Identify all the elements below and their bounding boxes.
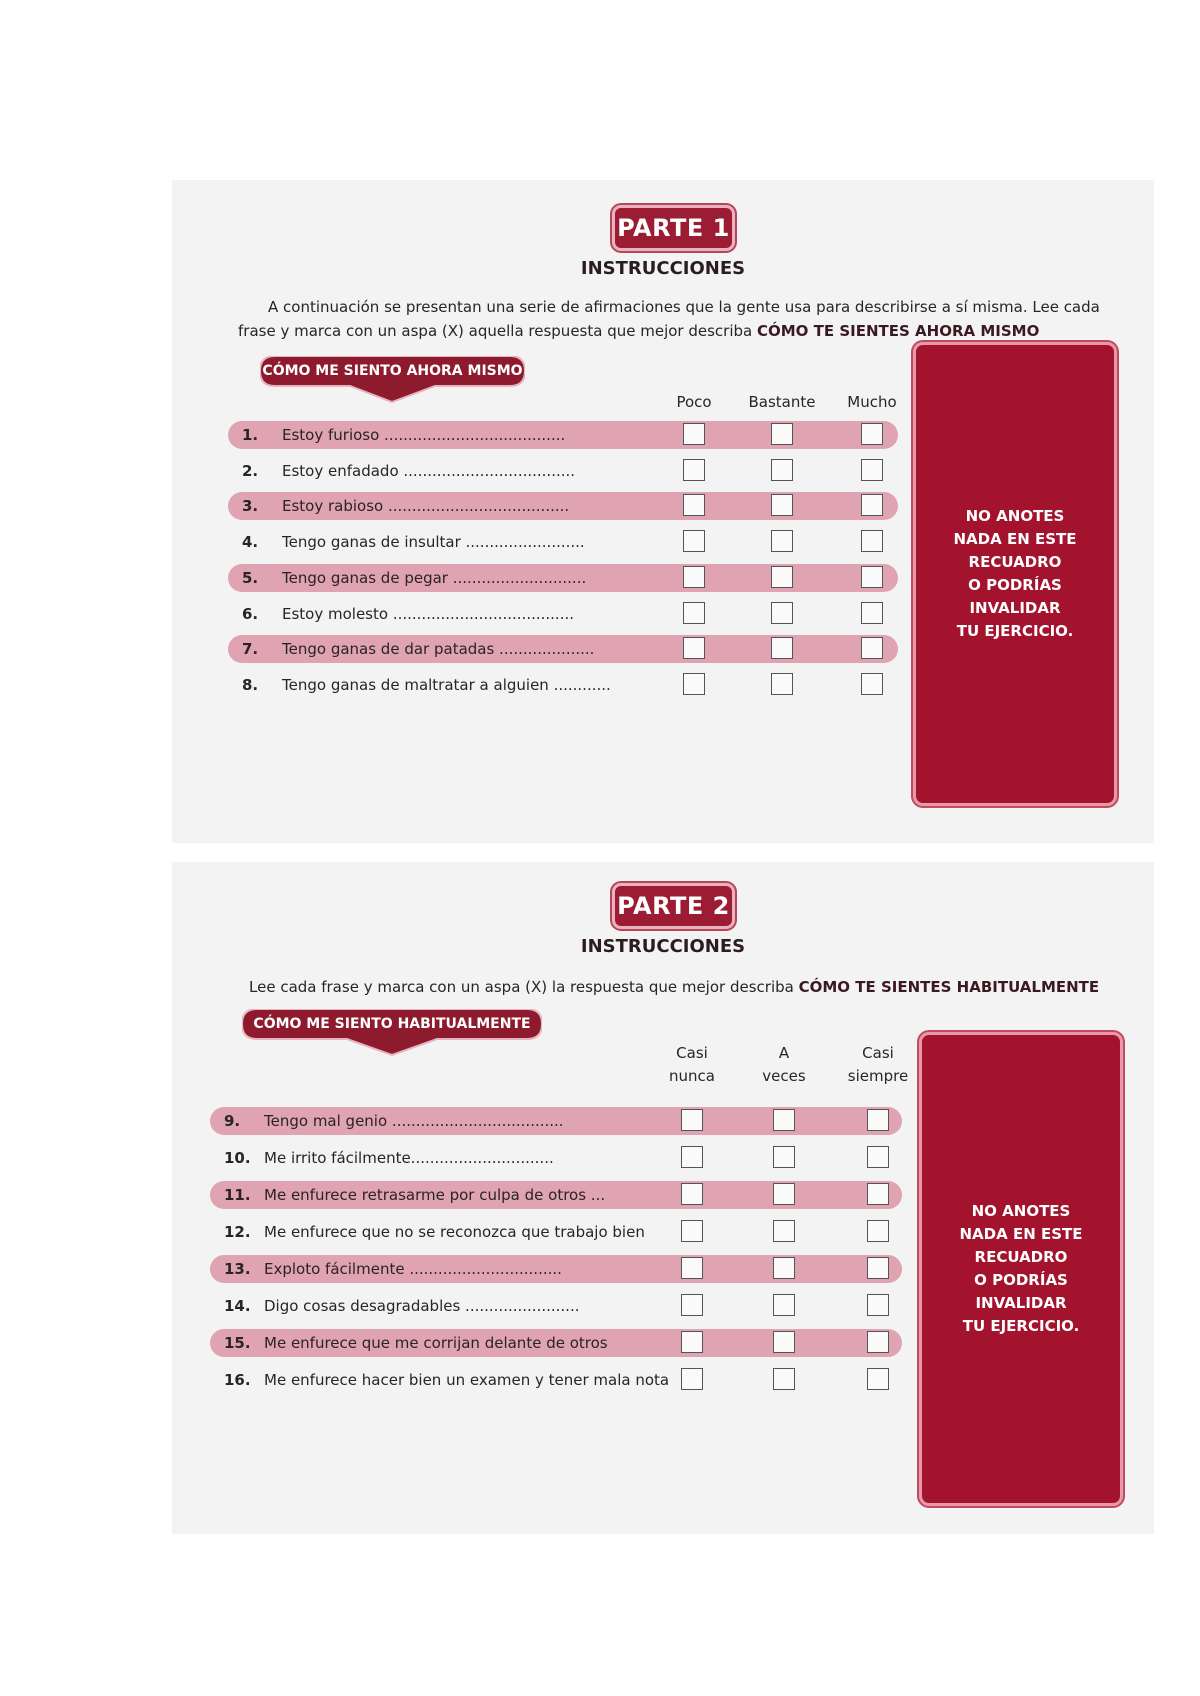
answer-checkbox[interactable] — [867, 1183, 889, 1205]
questionnaire-row — [210, 1255, 902, 1283]
parte-2-ribbon — [242, 1009, 542, 1057]
answer-checkbox[interactable] — [681, 1257, 703, 1279]
parte-1-badge: PARTE 1 — [612, 205, 735, 251]
column-header: Casi nunca — [669, 1044, 715, 1085]
parte-2-badge: PARTE 2 — [612, 883, 735, 929]
answer-checkbox[interactable] — [867, 1220, 889, 1242]
answer-checkbox[interactable] — [683, 423, 705, 445]
answer-checkbox[interactable] — [683, 494, 705, 516]
answer-checkbox[interactable] — [683, 673, 705, 695]
answer-checkbox[interactable] — [861, 494, 883, 516]
answer-checkbox[interactable] — [681, 1331, 703, 1353]
column-header: Bastante — [748, 393, 816, 411]
item-text: Me enfurece hacer bien un examen y tener mala nota — [264, 1371, 670, 1389]
questionnaire-row — [210, 1107, 902, 1135]
questionnaire-row — [228, 528, 898, 556]
item-number: 5. — [242, 568, 259, 587]
item-text: Estoy enfadado .................................... — [282, 461, 576, 480]
answer-checkbox[interactable] — [771, 673, 793, 695]
answer-checkbox[interactable] — [867, 1368, 889, 1390]
answer-checkbox[interactable] — [771, 637, 793, 659]
parte-1-instructions-line-1: A continuación se presentan una serie de afirmaciones que la gente usa para describirse a sí misma. Lee cada — [268, 298, 1100, 316]
answer-checkbox[interactable] — [773, 1146, 795, 1168]
answer-checkbox[interactable] — [681, 1220, 703, 1242]
answer-checkbox[interactable] — [861, 566, 883, 588]
answer-checkbox[interactable] — [681, 1146, 703, 1168]
instructions-emphasis: CÓMO TE SIENTES HABITUALMENTE — [798, 978, 1100, 996]
item-number: 3. — [242, 497, 259, 516]
questionnaire-row — [228, 421, 898, 449]
item-text: Exploto fácilmente ................................ — [264, 1260, 562, 1278]
answer-checkbox[interactable] — [861, 673, 883, 695]
answer-checkbox[interactable] — [773, 1220, 795, 1242]
parte-1-instructions-line-2 — [238, 319, 1138, 343]
item-number: 1. — [242, 426, 259, 444]
answer-checkbox[interactable] — [771, 423, 793, 445]
answer-checkbox[interactable] — [773, 1257, 795, 1279]
item-text: Tengo ganas de insultar ......................... — [282, 533, 585, 552]
parte-1-notice-box — [913, 342, 1117, 806]
questionnaire-row — [228, 564, 898, 592]
item-number: 10. — [224, 1149, 251, 1167]
item-text: Tengo ganas de maltratar a alguien ............ — [282, 675, 611, 694]
instructions-text: frase y marca con un aspa (X) aquella respuesta que mejor describa — [238, 322, 757, 340]
item-text: Estoy rabioso ...................................... — [282, 497, 570, 516]
answer-checkbox[interactable] — [773, 1331, 795, 1353]
item-text: Tengo ganas de pegar ............................ — [282, 568, 587, 587]
answer-checkbox[interactable] — [771, 530, 793, 552]
answer-checkbox[interactable] — [681, 1109, 703, 1131]
parte-1-ribbon — [260, 356, 525, 404]
questionnaire-row — [210, 1218, 902, 1246]
answer-checkbox[interactable] — [771, 566, 793, 588]
item-number: 8. — [242, 675, 259, 694]
item-number: 9. — [224, 1112, 241, 1130]
answer-checkbox[interactable] — [773, 1294, 795, 1316]
parte-1-panel — [172, 180, 1154, 843]
parte-2-panel — [172, 862, 1154, 1534]
parte-1-instructions-title: INSTRUCCIONES — [580, 258, 746, 279]
answer-checkbox[interactable] — [771, 602, 793, 624]
answer-checkbox[interactable] — [867, 1109, 889, 1131]
item-text: Me enfurece retrasarme por culpa de otros ... — [264, 1186, 606, 1204]
answer-checkbox[interactable] — [771, 459, 793, 481]
answer-checkbox[interactable] — [683, 459, 705, 481]
answer-checkbox[interactable] — [773, 1109, 795, 1131]
item-text: Digo cosas desagradables ........................ — [264, 1297, 580, 1315]
questionnaire-row — [228, 671, 898, 699]
ribbon-label: CÓMO ME SIENTO AHORA MISMO — [262, 363, 523, 379]
questionnaire-row — [210, 1329, 902, 1357]
item-number: 7. — [242, 640, 259, 659]
item-text: Me irrito fácilmente.............................. — [264, 1149, 554, 1167]
item-number: 4. — [242, 533, 259, 552]
answer-checkbox[interactable] — [683, 602, 705, 624]
answer-checkbox[interactable] — [861, 637, 883, 659]
answer-checkbox[interactable] — [681, 1183, 703, 1205]
item-number: 6. — [242, 604, 259, 623]
answer-checkbox[interactable] — [861, 423, 883, 445]
answer-checkbox[interactable] — [861, 602, 883, 624]
answer-checkbox[interactable] — [683, 530, 705, 552]
item-text: Me enfurece que no se reconozca que trabajo bien — [264, 1223, 645, 1241]
answer-checkbox[interactable] — [867, 1294, 889, 1316]
answer-checkbox[interactable] — [683, 637, 705, 659]
item-number: 14. — [224, 1297, 251, 1315]
answer-checkbox[interactable] — [771, 494, 793, 516]
questionnaire-row — [210, 1144, 902, 1172]
item-number: 16. — [224, 1371, 251, 1389]
questionnaire-row — [228, 492, 898, 520]
item-number: 15. — [224, 1334, 251, 1352]
column-header: Poco — [676, 393, 712, 411]
item-number: 13. — [224, 1260, 251, 1278]
questionnaire-row — [228, 600, 898, 628]
item-text: Tengo ganas de dar patadas .................... — [282, 640, 595, 659]
column-header: Casi siempre — [847, 1044, 909, 1085]
item-text: Estoy molesto ...................................... — [282, 604, 575, 623]
parte-2-instructions-line-1 — [249, 975, 1139, 999]
questionnaire-row — [210, 1292, 902, 1320]
item-text: Tengo mal genio .................................... — [264, 1112, 564, 1130]
questionnaire-row — [210, 1366, 902, 1394]
answer-checkbox[interactable] — [683, 566, 705, 588]
questionnaire-row — [228, 635, 898, 663]
answer-checkbox[interactable] — [867, 1257, 889, 1279]
notice-text: NO ANOTES NADA EN ESTE RECUADRO O PODRÍAS INVALIDAR TU EJERCICIO. — [953, 507, 1077, 640]
instructions-emphasis: CÓMO TE SIENTES AHORA MISMO — [756, 322, 1040, 340]
answer-checkbox[interactable] — [681, 1368, 703, 1390]
notice-text: NO ANOTES NADA EN ESTE RECUADRO O PODRÍAS INVALIDAR TU EJERCICIO. — [959, 1202, 1083, 1335]
answer-checkbox[interactable] — [773, 1368, 795, 1390]
item-number: 11. — [224, 1186, 251, 1204]
instructions-text: Lee cada frase y marca con un aspa (X) la respuesta que mejor describa — [249, 978, 799, 996]
questionnaire-row — [210, 1181, 902, 1209]
answer-checkbox[interactable] — [867, 1146, 889, 1168]
item-number: 12. — [224, 1223, 251, 1241]
answer-checkbox[interactable] — [681, 1294, 703, 1316]
questionnaire-row — [228, 457, 898, 485]
answer-checkbox[interactable] — [867, 1331, 889, 1353]
answer-checkbox[interactable] — [861, 530, 883, 552]
answer-checkbox[interactable] — [773, 1183, 795, 1205]
column-header: A veces — [762, 1044, 806, 1085]
answer-checkbox[interactable] — [861, 459, 883, 481]
item-number: 2. — [242, 461, 259, 480]
item-text: Estoy furioso ...................................... — [282, 426, 566, 444]
item-text: Me enfurece que me corrijan delante de otros — [264, 1334, 608, 1352]
parte-2-instructions-title: INSTRUCCIONES — [580, 936, 746, 957]
parte-2-notice-box — [919, 1032, 1123, 1506]
ribbon-label: CÓMO ME SIENTO HABITUALMENTE — [253, 1016, 531, 1032]
column-header: Mucho — [847, 393, 897, 411]
